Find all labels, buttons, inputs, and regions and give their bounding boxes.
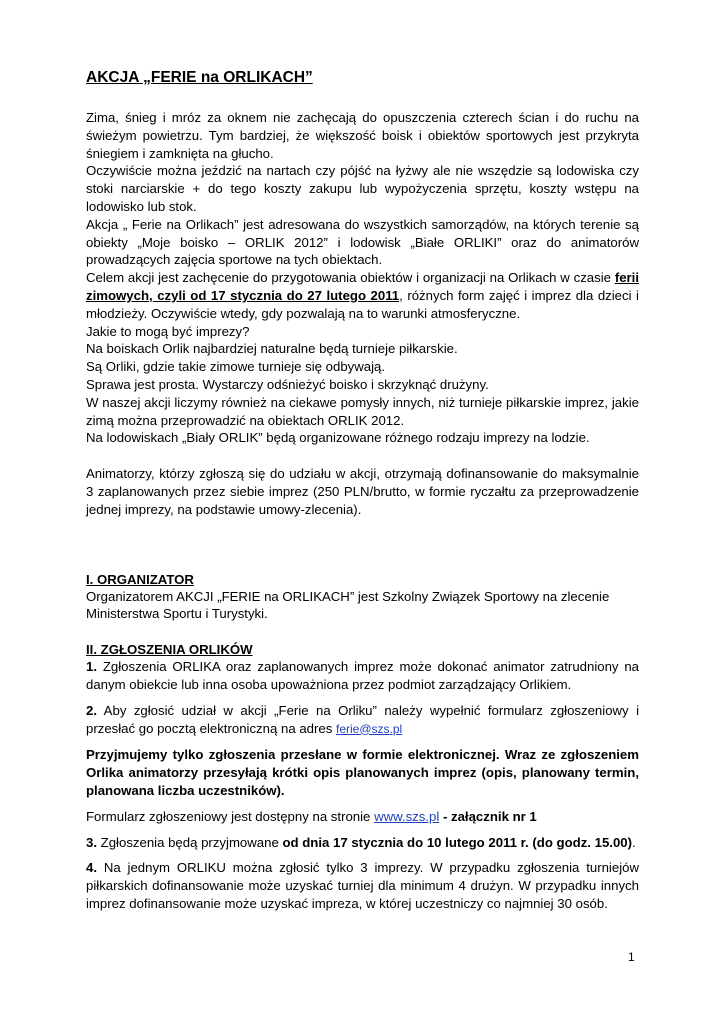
document-title: AKCJA „FERIE na ORLIKACH” — [86, 69, 313, 86]
form-info: Formularz zgłoszeniowy jest dostępny na stronie www.szs.pl - załącznik nr 1 — [86, 808, 537, 824]
list-item: 2. Aby zgłosić udział w akcji „Ferie na Orliku” należy wypełnić formularz zgłoszeniowy i przesłać go pocztą elektroniczną na adres ferie@szs.pl — [86, 702, 639, 736]
intro-paragraph: Oczywiście można jeździć na nartach czy pójść na łyżwy ale nie wszędzie są lodowiska czy stoki narciarskie + do tego koszty zakupu lub wypożyczenia sprzętu, koszty wstępu na lodowisko lub stok. — [86, 163, 639, 214]
intro-paragraph: Na lodowiskach „Biały ORLIK” będą organizowane różnego rodzaju imprezy na lodzie. — [86, 430, 590, 446]
document-page — [86, 68, 639, 913]
list-item: 3. Zgłoszenia będą przyjmowane od dnia 17 stycznia do 10 lutego 2011 r. (do godz. 15.00). — [86, 834, 636, 850]
list-item: 4. Na jednym ORLIKU można zgłosić tylko 3 imprezy. W przypadku zgłoszenia turniejów piłkarskich dofinansowanie może uzyskać turniej dla minimum 4 drużyn. W przypadku innych imprez dofinansowanie może uzyskać impreza, w której uczestniczy co najmniej 30 osób. — [86, 860, 639, 911]
winter-break-dates: ferii zimowych, czyli od 17 stycznia do 27 lutego 2011 — [86, 270, 639, 303]
intro-paragraph: Celem akcji jest zachęcenie do przygotowania obiektów i organizacji na Orlikach w czasie ferii zimowych, czyli od 17 stycznia do 27 lutego 2011, różnych form zajęć i imprez dla dzieci i młodzieży. Oczywiście wtedy, gdy pozwalają na to warunki atmosferyczne. — [86, 270, 639, 321]
intro-paragraph: W naszej akcji liczymy również na ciekawe pomysły innych, niż turnieje piłkarskie imprez, jakie zimą można przeprowadzić na obiektach ORLIK 2012. — [86, 394, 639, 428]
bold-note: Przyjmujemy tylko zgłoszenia przesłane w formie elektronicznej. Wraz ze zgłoszeniem Orlika animatorzy przesyłają krótki opis planowanych imprez (opis, planowany termin, planowana liczba uczestników). — [86, 747, 639, 798]
intro-paragraph: Jakie to mogą być imprezy? — [86, 323, 250, 339]
intro-paragraph: Animatorzy, którzy zgłoszą się do udziału w akcji, otrzymają dofinansowanie do maksymalnie 3 zaplanowanych przez siebie imprez (250 PLN/brutto, w formie ryczałtu za przeprowadzenie jednej imprezy, na podstawie umowy-zlecenia). — [86, 466, 639, 517]
page-number: 1 — [628, 950, 635, 964]
section-heading-organizer: I. ORGANIZATOR — [86, 571, 194, 587]
intro-paragraph: Na boiskach Orlik najbardziej naturalne będą turnieje piłkarskie. — [86, 341, 458, 357]
list-item: 1. Zgłoszenia ORLIKA oraz zaplanowanych imprez może dokonać animator zatrudniony na danym obiekcie lub inna osoba upoważniona przez podmiot zarządzający Orlikiem. — [86, 659, 639, 692]
website-link[interactable]: www.szs.pl — [374, 808, 440, 824]
intro-paragraph: Akcja „ Ferie na Orlikach” jest adresowana do wszystkich samorządów, na których terenie są obiekty „Moje boisko – ORLIK 2012” i lodowisk „Białe ORLIKI” oraz do animatorów prowadzących zajęcia sportowe na tych obiektach. — [86, 216, 639, 268]
email-link[interactable]: ferie@szs.pl — [335, 721, 403, 736]
organizer-text: Organizatorem AKCJI „FERIE na ORLIKACH” jest Szkolny Związek Sportowy na zlecenie Ministerstwa Sportu i Turystyki. — [86, 588, 610, 622]
intro-paragraph: Zima, śnieg i mróz za oknem nie zachęcają do opuszczenia czterech ścian i do ruchu na świeżym powietrzu. Tym bardziej, że większość boisk i obiektów sportowych jest przykryta śniegiem i zamknięta na głucho. — [86, 110, 639, 161]
intro-paragraph: Są Orliki, gdzie takie zimowe turnieje się odbywają. — [86, 359, 386, 375]
intro-paragraph: Sprawa jest prosta. Wystarczy odśnieżyć boisko i skrzyknąć drużyny. — [86, 376, 489, 392]
section-heading-submissions: II. ZGŁOSZENIA ORLIKÓW — [86, 642, 253, 658]
